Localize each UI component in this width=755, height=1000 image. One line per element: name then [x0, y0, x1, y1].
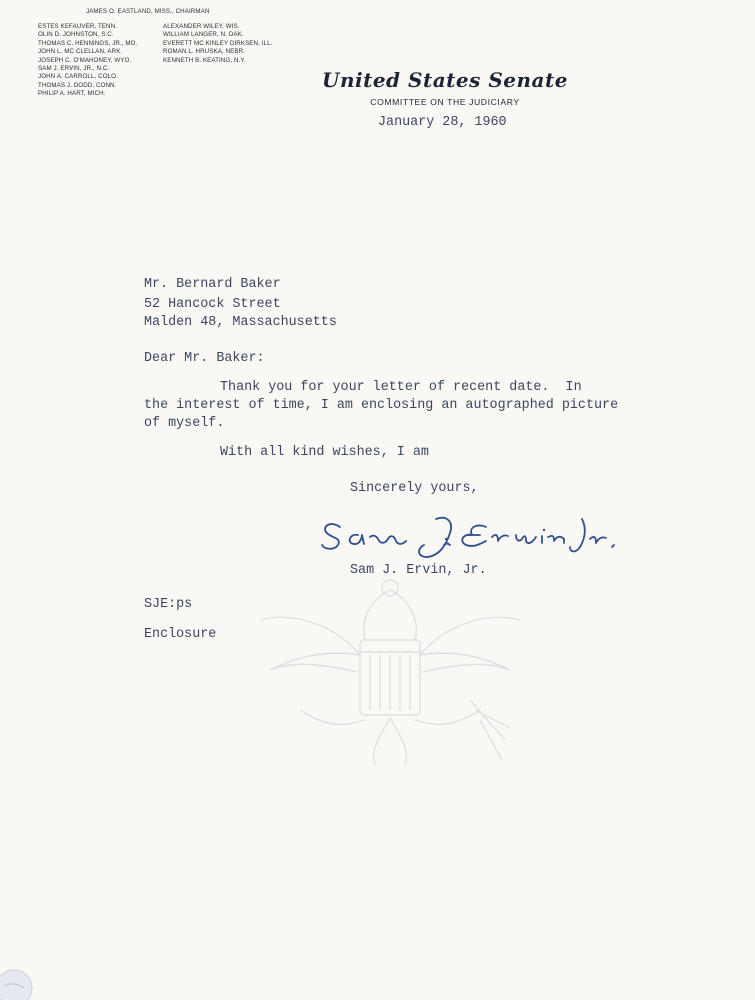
- body-line: Thank you for your letter of recent date. In: [220, 380, 582, 395]
- letter-date: January 28, 1960: [378, 115, 507, 130]
- body-line: the interest of time, I am enclosing an autographed picture: [144, 398, 619, 413]
- letterhead: [316, 68, 574, 107]
- member-name: JOHN A. CARROLL, COLO.: [38, 73, 118, 81]
- enclosure-notation: Enclosure: [144, 627, 217, 642]
- closing-wishes: With all kind wishes, I am: [220, 445, 429, 460]
- recipient-name: Mr. Bernard Baker: [144, 277, 281, 292]
- body-line: of myself.: [144, 416, 225, 431]
- member-name: JOSEPH C. O'MAHONEY, WYO.: [38, 56, 132, 64]
- handwritten-signature-icon: [318, 505, 623, 565]
- typed-signer-name: Sam J. Ervin, Jr.: [350, 563, 487, 578]
- recipient-street: 52 Hancock Street: [144, 297, 281, 312]
- member-name: ALEXANDER WILEY, WIS.: [163, 23, 240, 30]
- complimentary-close: Sincerely yours,: [350, 481, 479, 496]
- recipient-city: Malden 48, Massachusetts: [144, 315, 337, 330]
- reference-initials: SJE:ps: [144, 597, 193, 612]
- member-name: WILLIAM LANGER, N. DAK.: [163, 31, 244, 39]
- member-name: OLIN D. JOHNSTON, S.C.: [38, 31, 114, 39]
- member-name: ROMAN L. HRUSKA, NEBR.: [163, 48, 245, 56]
- letterhead-title: United States Senate: [322, 68, 568, 92]
- authentication-sticker-icon: [0, 962, 40, 1000]
- committee-chairman: JAMES O. EASTLAND, MISS., CHAIRMAN: [86, 8, 210, 15]
- member-name: PHILIP A. HART, MICH.: [38, 90, 106, 98]
- senate-seal-watermark-icon: [240, 560, 540, 800]
- member-name: THOMAS J. DODD, CONN.: [38, 81, 117, 89]
- committee-members-right: [163, 23, 272, 65]
- member-name: THOMAS C. HENNINGS, JR., MO.: [38, 39, 138, 47]
- member-name: EVERETT MC KINLEY DIRKSEN, ILL.: [163, 39, 273, 47]
- member-name: JOHN L. MC CLELLAN, ARK.: [38, 48, 123, 56]
- member-name: ESTES KEFAUVER, TENN.: [38, 23, 118, 30]
- member-name: SAM J. ERVIN, JR., N.C.: [38, 64, 110, 72]
- salutation: Dear Mr. Baker:: [144, 351, 265, 366]
- committee-members-left: [38, 23, 137, 99]
- letterhead-committee: COMMITTEE ON THE JUDICIARY: [370, 97, 520, 107]
- member-name: KENNETH B. KEATING, N.Y.: [163, 56, 246, 64]
